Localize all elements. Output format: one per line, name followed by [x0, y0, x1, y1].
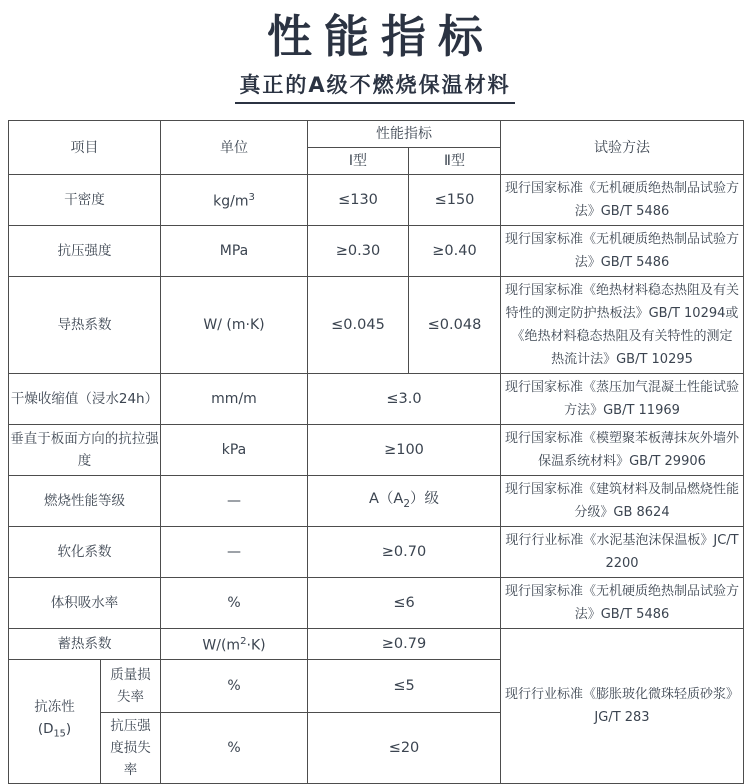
performance-spec-table	[8, 120, 744, 784]
heat-storage-frost-method: 现行行业标准《膨胀玻化微珠轻质砂浆》JG/T 283	[501, 629, 744, 784]
header-item: 项目	[9, 121, 161, 175]
combustion-grade-method: 现行国家标准《建筑材料及制品燃烧性能分级》GB 8624	[501, 476, 744, 527]
drying-shrinkage-unit: mm/m	[161, 374, 308, 425]
heat-storage-unit-pre: W/(m	[202, 637, 241, 654]
heat-storage-value: ≥0.79	[308, 629, 501, 660]
thermal-conductivity-unit: W/ (m·K)	[161, 277, 308, 374]
heat-storage-unit-post: ·K)	[246, 637, 266, 654]
tensile-strength-item: 垂直于板面方向的抗拉强度	[9, 425, 161, 476]
row-heat-storage	[9, 629, 744, 660]
heat-storage-unit-exponent: 2	[240, 636, 247, 647]
combustion-grade-value-sub: 2	[403, 497, 410, 510]
frost-resistance-label: 抗冻性	[34, 699, 75, 716]
heat-storage-unit	[161, 629, 308, 660]
compressive-strength-type1-value: ≥0.30	[308, 226, 409, 277]
compressive-strength-item: 抗压强度	[9, 226, 161, 277]
dry-density-item: 干密度	[9, 175, 161, 226]
compressive-strength-unit: MPa	[161, 226, 308, 277]
header-type2: Ⅱ型	[409, 148, 501, 175]
subtitle-row	[0, 73, 750, 104]
strength-loss-unit: %	[161, 712, 308, 783]
combustion-grade-unit: —	[161, 476, 308, 527]
row-drying-shrinkage	[9, 374, 744, 425]
page-title: 性能指标	[266, 10, 495, 63]
strength-loss-value: ≤20	[308, 712, 501, 783]
row-thermal-conductivity	[9, 277, 744, 374]
combustion-grade-value-pre: A（A	[369, 490, 404, 507]
frost-d15-post: )	[65, 721, 72, 738]
water-absorption-value: ≤6	[308, 578, 501, 629]
frost-resistance-d15	[37, 721, 72, 740]
header-test-method: 试验方法	[501, 121, 744, 175]
mass-loss-item: 质量损失率	[101, 659, 161, 712]
header-row-1	[9, 121, 744, 148]
row-combustion-grade	[9, 476, 744, 527]
dry-density-method: 现行国家标准《无机硬质绝热制品试验方法》GB/T 5486	[501, 175, 744, 226]
thermal-conductivity-item: 导热系数	[9, 277, 161, 374]
drying-shrinkage-item: 干燥收缩值（浸水24h）	[9, 374, 161, 425]
drying-shrinkage-value: ≤3.0	[308, 374, 501, 425]
thermal-conductivity-method: 现行国家标准《绝热材料稳态热阻及有关特性的测定防护热板法》GB/T 10294或《绝热材料稳态热阻及有关特性的测定 热流计法》GB/T 10295	[501, 277, 744, 374]
header-type1: Ⅰ型	[308, 148, 409, 175]
frost-resistance-label-cell	[9, 659, 101, 783]
tensile-strength-unit: kPa	[161, 425, 308, 476]
combustion-grade-item: 燃烧性能等级	[9, 476, 161, 527]
water-absorption-item: 体积吸水率	[9, 578, 161, 629]
frost-d15-pre: (D	[37, 721, 54, 738]
mass-loss-unit: %	[161, 659, 308, 712]
tensile-strength-value: ≥100	[308, 425, 501, 476]
row-water-absorption	[9, 578, 744, 629]
row-compressive-strength	[9, 226, 744, 277]
softening-item: 软化系数	[9, 527, 161, 578]
dry-density-unit	[161, 175, 308, 226]
thermal-conductivity-type1-value: ≤0.045	[308, 277, 409, 374]
compressive-strength-type2-value: ≥0.40	[409, 226, 501, 277]
heat-storage-item: 蓄热系数	[9, 629, 161, 660]
softening-value: ≥0.70	[308, 527, 501, 578]
water-absorption-unit: %	[161, 578, 308, 629]
row-tensile-strength	[9, 425, 744, 476]
header-performance-group: 性能指标	[308, 121, 501, 148]
tensile-strength-method: 现行国家标准《模塑聚苯板薄抹灰外墙外保温系统材料》GB/T 29906	[501, 425, 744, 476]
softening-method: 现行行业标准《水泥基泡沫保温板》JC/T 2200	[501, 527, 744, 578]
combustion-grade-value	[308, 476, 501, 527]
softening-unit: —	[161, 527, 308, 578]
mass-loss-value: ≤5	[308, 659, 501, 712]
water-absorption-method: 现行国家标准《无机硬质绝热制品试验方法》GB/T 5486	[501, 578, 744, 629]
thermal-conductivity-type2-value: ≤0.048	[409, 277, 501, 374]
dry-density-type1-value: ≤130	[308, 175, 409, 226]
header-unit: 单位	[161, 121, 308, 175]
dry-density-unit-exponent: 3	[248, 192, 255, 204]
drying-shrinkage-method: 现行国家标准《蒸压加气混凝土性能试验方法》GB/T 11969	[501, 374, 744, 425]
frost-d15-sub: 15	[53, 729, 66, 740]
compressive-strength-method: 现行国家标准《无机硬质绝热制品试验方法》GB/T 5486	[501, 226, 744, 277]
row-dry-density	[9, 175, 744, 226]
page-subtitle: 真正的A级不燃烧保温材料	[235, 73, 514, 104]
dry-density-unit-base: kg/m	[213, 193, 249, 210]
strength-loss-item: 抗压强度损失率	[101, 712, 161, 783]
row-softening-coefficient	[9, 527, 744, 578]
dry-density-type2-value: ≤150	[409, 175, 501, 226]
combustion-grade-value-post: ）级	[410, 490, 439, 507]
